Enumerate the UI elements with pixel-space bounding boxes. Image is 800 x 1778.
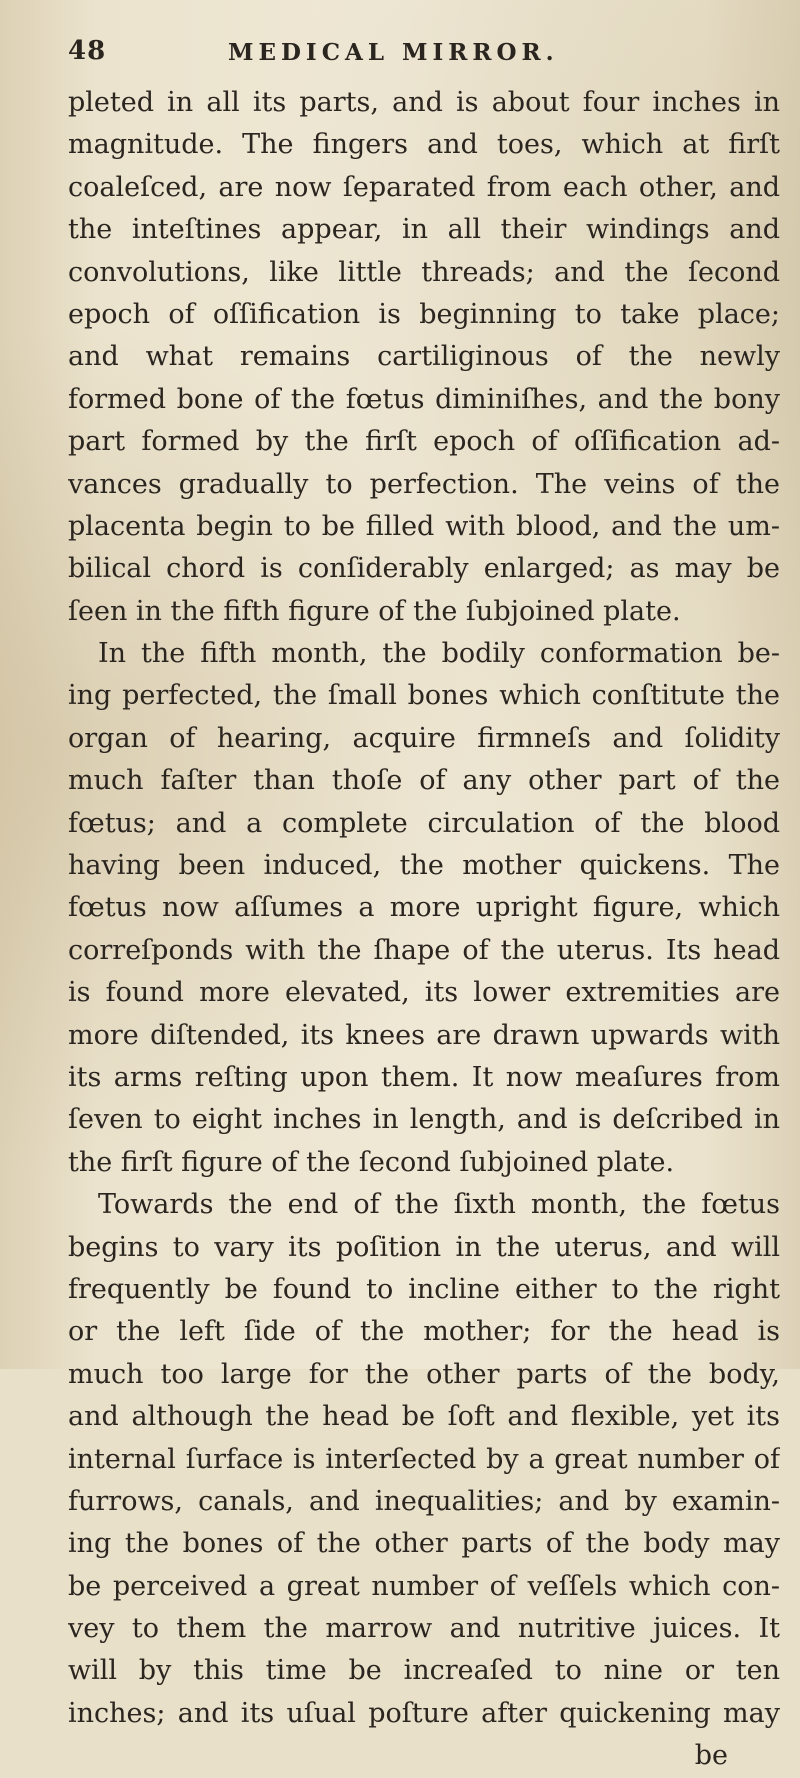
text-line: ſeven to eight inches in length, and is deſcribed in [68,1104,780,1136]
text-line: coaleſced, are now ſeparated from each other, and [68,171,780,203]
page-header [68,36,728,76]
running-head: MEDICAL MIRROR. [228,39,559,66]
text-line: internal ſurface is interſected by a great number of [68,1443,780,1475]
text-line: more diſtended, its knees are drawn upwards with [68,1019,780,1051]
text-line: magnitude. The fingers and toes, which at firſt [68,129,780,161]
text-line: pleted in all its parts, and is about four inches in [68,87,780,118]
text-line: vey to them the marrow and nutritive juices. It [68,1613,780,1645]
text-line: part formed by the firſt epoch of oſſification ad- [68,426,780,458]
page-number: 48 [68,36,107,66]
paragraph-start-line: Towards the end of the ſixth month, the fœtus [98,1189,780,1221]
text-line: the inteſtines appear, in all their windings and [68,214,780,246]
text-line: much too large for the other parts of the body, [68,1358,780,1390]
text-line: be perceived a great number of veſſels which con- [68,1570,780,1602]
body-text [68,82,780,1778]
text-line: and what remains cartiliginous of the newly [68,341,780,373]
text-line: will by this time be increaſed to nine or ten [68,1655,780,1687]
text-line: the firſt figure of the ſecond ſubjoined plate. [68,1146,675,1178]
text-line: begins to vary its poſition in the uterus, and will [68,1231,780,1263]
text-line: epoch of oſſification is beginning to take place; [68,298,780,330]
text-line: formed bone of the fœtus diminiſhes, and the bony [68,383,780,415]
text-line: and although the head be ſoft and flexible, yet its [68,1401,780,1433]
text-line: its arms reſting upon them. It now meaſures from [68,1061,780,1093]
text-line: organ of hearing, acquire firmneſs and ſolidity [68,722,780,754]
text-line: correſponds with the ſhape of the uterus. Its head [68,934,780,966]
text-line: is found more elevated, its lower extremities are [68,977,780,1009]
text-line: fœtus now aſſumes a more upright figure, which [68,892,780,924]
text-line: bilical chord is conſiderably enlarged; as may be [68,553,780,585]
text-line: much faſter than thoſe of any other part of the [68,765,780,797]
text-line: placenta begin to be filled with blood, and the um- [68,510,780,542]
text-line: ing the bones of the other parts of the body may [68,1528,780,1560]
text-line: fœtus; and a complete circulation of the blood [68,807,780,839]
text-line: frequently be found to incline either to the right [68,1273,780,1305]
catchword: be [694,1740,728,1772]
text-line: vances gradually to perfection. The veins of the [68,468,780,500]
text-line: ing perfected, the ſmall bones which conſtitute the [68,680,780,712]
text-line: ſeen in the fifth figure of the ſubjoined plate. [68,595,681,627]
text-line: convolutions, like little threads; and the ſecond [68,256,780,288]
text-line: having been induced, the mother quickens. The [68,850,780,882]
text-line: inches; and its uſual poſture after quickening may [68,1697,780,1729]
text-line: or the left ſide of the mother; for the head is [68,1316,780,1348]
text-line: furrows, canals, and inequalities; and by examin- [68,1485,780,1517]
paragraph-start-line: In the fifth month, the bodily conformation be- [98,638,780,670]
